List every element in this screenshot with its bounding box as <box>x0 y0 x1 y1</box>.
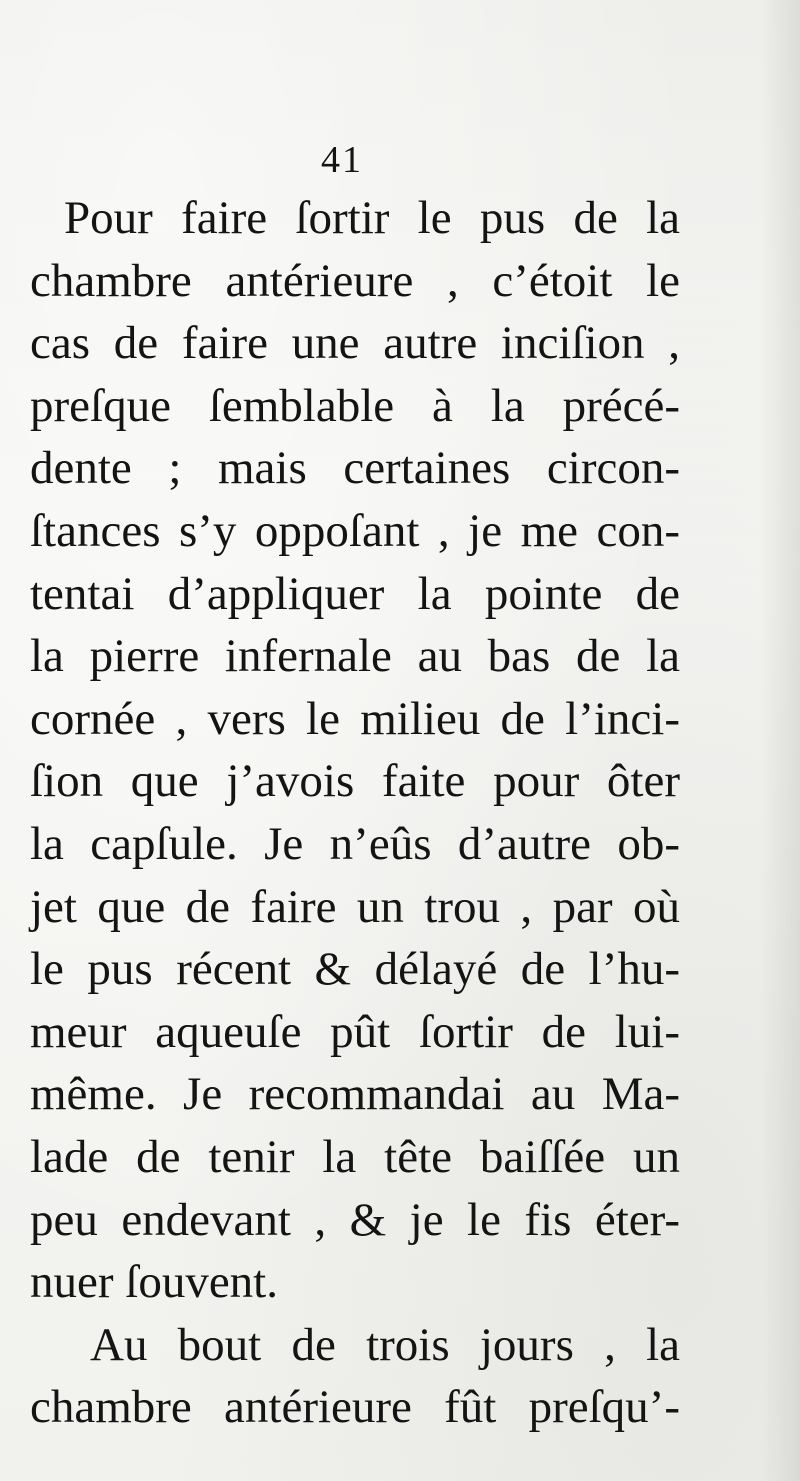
page-text <box>30 187 680 1439</box>
text-line: chambre antérieure , c’étoit le <box>30 254 680 307</box>
text-line: preſque ſemblable à la précé- <box>30 379 680 432</box>
text-line: la capſule. Je n’eûs d’autre ob- <box>30 817 680 870</box>
text-line: la pierre infernale au bas de la <box>30 630 680 683</box>
page-number: 41 <box>321 139 363 181</box>
page-edge-shadow <box>760 0 800 1481</box>
text-line: dente ; mais certaines circon- <box>30 442 680 495</box>
text-line: Au bout de trois jours , la <box>90 1318 680 1371</box>
text-line: ſion que j’avois faite pour ôter <box>30 755 680 808</box>
text-line: cas de faire une autre inciſion , <box>30 317 680 370</box>
text-line: nuer ſouvent. <box>30 1256 278 1309</box>
text-line: meur aqueuſe pût ſortir de lui- <box>30 1005 680 1058</box>
text-line: Pour faire ſortir le pus de la <box>64 192 680 244</box>
text-line: le pus récent & délayé de l’hu- <box>30 943 680 996</box>
text-line: ſtances s’y oppoſant , je me con- <box>30 504 680 557</box>
text-line: lade de tenir la tête baiſſée un <box>30 1130 680 1183</box>
text-line: chambre antérieure fût preſqu’- <box>30 1381 680 1434</box>
text-line: tentai d’appliquer la pointe de <box>30 567 680 620</box>
text-line: même. Je recommandai au Ma- <box>30 1068 680 1121</box>
text-line: jet que de faire un trou , par où <box>30 880 680 933</box>
text-line: cornée , vers le milieu de l’inci- <box>30 692 680 745</box>
text-line: peu endevant , & je le fis éter- <box>30 1193 680 1246</box>
